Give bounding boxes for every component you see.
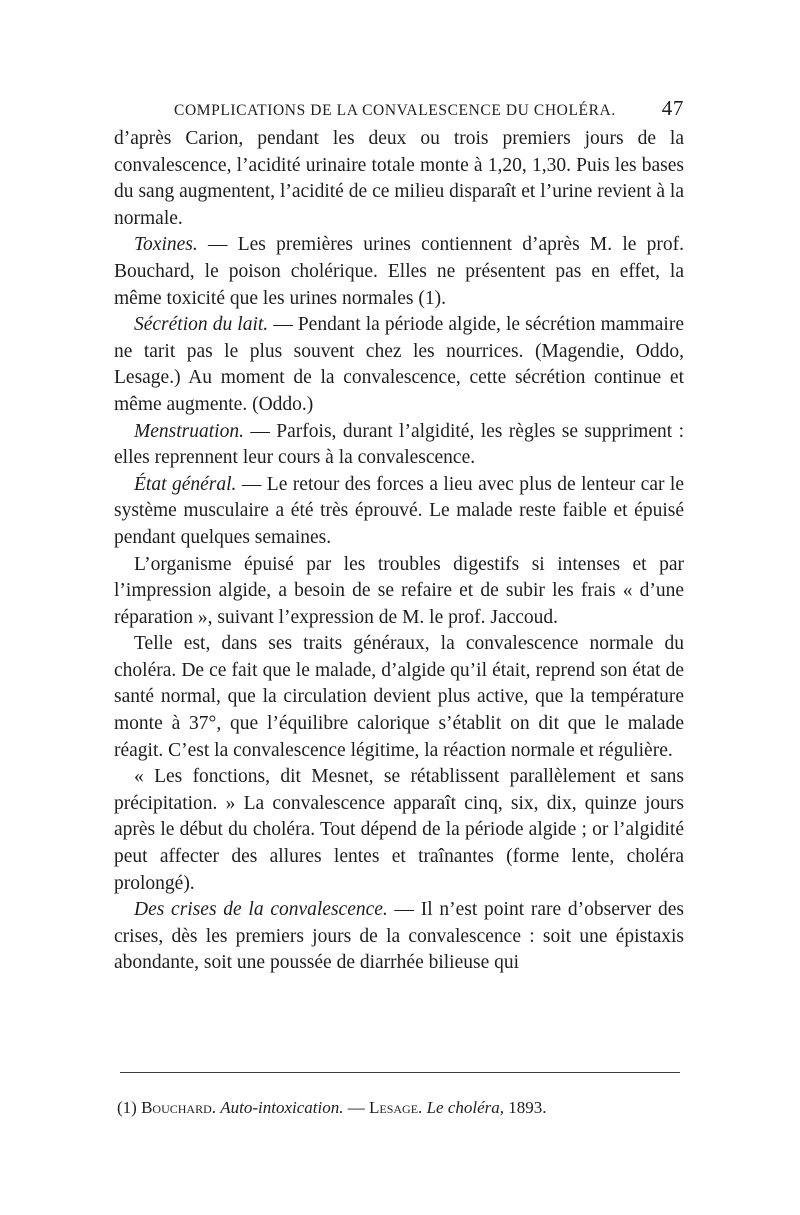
paragraph-menstruation: Menstruation. — Parfois, durant l’algidité, les règles se suppriment : elles reprennent leur cours à la convalescence. bbox=[114, 420, 684, 469]
paragraph-carion: d’après Carion, pendant les deux ou trois premiers jours de la convalescence, l’acidité urinaire totale monte à 1,20, 1,30. Puis les bases du sang augmentent, l’acidité de ce milieu disparaît et l’urine revient à la normale. bbox=[114, 128, 684, 229]
footnote-title-2: Le choléra, bbox=[426, 1098, 504, 1117]
footnote-author-1: Bouchard. bbox=[141, 1098, 217, 1117]
paragraph-toxines: Toxines. — Les premières urines contiennent d’après M. le prof. Bouchard, le poison cholérique. Elles ne présentent pas en effet, la même toxicité que les urines normales (1). bbox=[114, 234, 684, 309]
section-heading-menstruation: Menstruation. bbox=[134, 420, 244, 442]
paragraph-mesnet: « Les fonctions, dit Mesnet, se rétablissent parallèlement et sans précipitation. » La convalescence apparaît cinq, six, dix, quinze jours après le début du choléra. Tout dépend de la période algide ; or l’algidité peut affecter des allures lentes et traînantes (forme lente, choléra prolongé). bbox=[114, 766, 684, 894]
section-heading-toxines: Toxines. bbox=[134, 234, 198, 256]
paragraph-crises: Des crises de la convalescence. — Il n’est point rare d’observer des crises, dès les premiers jours de la convalescence : soit une épistaxis abondante, soit une poussée de diarrhée bilieuse qui bbox=[114, 899, 685, 974]
paragraph-etat-general: État général. — Le retour des forces a lieu avec plus de lenteur car le système musculaire a été très éprouvé. Le malade reste faible et épuisé pendant quelques semaines. bbox=[114, 473, 684, 548]
section-heading-secretion-lait: Sécrétion du lait. bbox=[134, 314, 269, 336]
footnote-dash: — bbox=[347, 1098, 365, 1117]
footnote-year: 1893. bbox=[508, 1098, 547, 1117]
footnote-title-1: Auto-intoxication. bbox=[220, 1098, 344, 1117]
paragraph-organisme: L’organisme épuisé par les troubles digestifs si intenses et par l’impression algide, a besoin de se refaire et de subir les frais « d’une réparation », suivant l’expression de M. le prof. Jaccoud. bbox=[114, 553, 684, 628]
paragraph-convalescence-normale: Telle est, dans ses traits généraux, la convalescence normale du choléra. De ce fait que le malade, d’algide qu’il était, reprend son état de santé normal, que la circulation devient plus active, que la température monte à 37°, que l’équilibre calorique s’établit on dit que le malade réagit. C’est la convalescence légitime, la réaction normale et régulière. bbox=[114, 633, 684, 761]
paragraph-secretion-lait: Sécrétion du lait. — Pendant la période algide, le sécrétion mammaire ne tarit pas le plus souvent chez les nourrices. (Magendie, Oddo, Lesage.) Au moment de la convalescence, cette sécrétion continue et même augmente. (Oddo.) bbox=[114, 314, 684, 415]
footnote-marker: (1) bbox=[117, 1098, 137, 1117]
footnote bbox=[117, 1098, 697, 1118]
running-head bbox=[114, 96, 684, 126]
section-heading-crises: Des crises de la convalescence. bbox=[134, 899, 388, 921]
footnote-author-2: Lesage. bbox=[369, 1098, 423, 1117]
page-number: 47 bbox=[661, 96, 684, 120]
running-title: COMPLICATIONS DE LA CONVALESCENCE DU CHOLÉRA. bbox=[174, 102, 616, 119]
footnote-divider bbox=[120, 1072, 680, 1073]
section-heading-etat-general: État général. bbox=[134, 473, 237, 495]
body-text bbox=[114, 126, 684, 977]
